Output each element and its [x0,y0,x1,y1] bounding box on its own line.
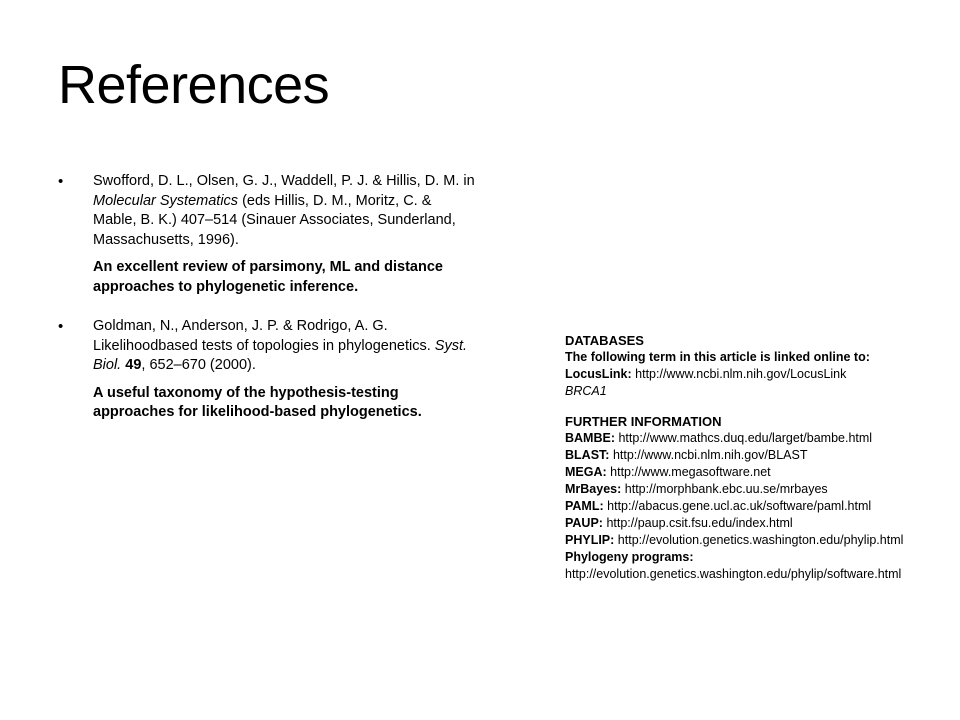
reference-annotation: An excellent review of parsimony, ML and distance approaches to phylogenetic inference. [93,259,443,295]
bullet-marker: • [58,173,64,190]
databases-heading: DATABASES [565,333,644,348]
link-label: MrBayes: [565,482,622,496]
link-label: Phylogeny programs: [565,550,694,564]
reference-annotation: A useful taxonomy of the hypothesis-testing approaches for likelihood-based phylogenetics. [93,384,422,420]
slide-title: References [58,55,330,115]
further-link-item[interactable] [565,430,945,447]
database-link-locuslink[interactable] [565,366,945,383]
citation-pages: , 652–670 (2000). [141,357,256,373]
link-url[interactable]: http://www.ncbi.nlm.nih.gov/LocusLink [635,367,847,381]
section-gap [565,400,945,413]
link-label: BAMBE: [565,431,615,445]
link-url[interactable]: http://www.megasoftware.net [610,465,771,479]
link-label: PHYLIP: [565,533,615,547]
bullet-marker: • [58,318,64,335]
link-url[interactable]: http://paup.csit.fsu.edu/index.html [606,516,793,530]
link-label: PAML: [565,499,604,513]
further-link-item[interactable] [565,498,945,515]
reference-item [58,317,478,423]
reference-item [58,172,478,297]
link-url[interactable]: http://www.ncbi.nlm.nih.gov/BLAST [612,448,808,462]
link-label: LocusLink: [565,367,632,381]
citation-book-title: Molecular Systematics [93,192,239,209]
reference-citation [93,172,478,250]
reference-list [58,172,478,443]
link-url[interactable]: http://evolution.genetics.washington.edu/phylip.html [617,533,904,547]
citation-journal: Syst. Biol. [93,337,468,373]
link-label: PAUP: [565,516,603,530]
databases-subheading: The following term in this article is linked online to: [565,350,870,364]
citation-authors: Swofford, D. L., Olsen, G. J., Waddell, P. J. & Hillis, D. M. in [93,173,475,189]
reference-citation [93,317,478,376]
further-link-item[interactable] [565,447,945,464]
further-link-item[interactable] [565,481,945,498]
citation-volume: 49 [125,357,142,373]
link-label: BLAST: [565,448,610,462]
link-url[interactable]: http://abacus.gene.ucl.ac.uk/software/paml.html [607,499,872,513]
linked-term[interactable]: BRCA1 [565,384,607,398]
link-url[interactable]: http://evolution.genetics.washington.edu/phylip/software.html [565,567,902,581]
citation-details: (eds Hillis, D. M., Moritz, C. & Mable, B. K.) 407–514 (Sinauer Associates, Sunderland, Massachusetts, 1996). [93,192,456,248]
link-url[interactable]: http://www.mathcs.duq.edu/larget/bambe.html [618,431,873,445]
further-link-phylogeny-programs[interactable] [565,549,945,566]
link-label: MEGA: [565,465,607,479]
further-info-list [565,430,945,549]
further-info-heading: FURTHER INFORMATION [565,414,722,429]
further-link-item[interactable] [565,532,945,549]
further-link-item[interactable] [565,464,945,481]
further-link-item[interactable] [565,515,945,532]
links-box [565,332,945,583]
citation-authors: Goldman, N., Anderson, J. P. & Rodrigo, A. G. Likelihoodbased tests of topologies in phylogenetics. [93,318,435,354]
link-url[interactable]: http://morphbank.ebc.uu.se/mrbayes [624,482,828,496]
